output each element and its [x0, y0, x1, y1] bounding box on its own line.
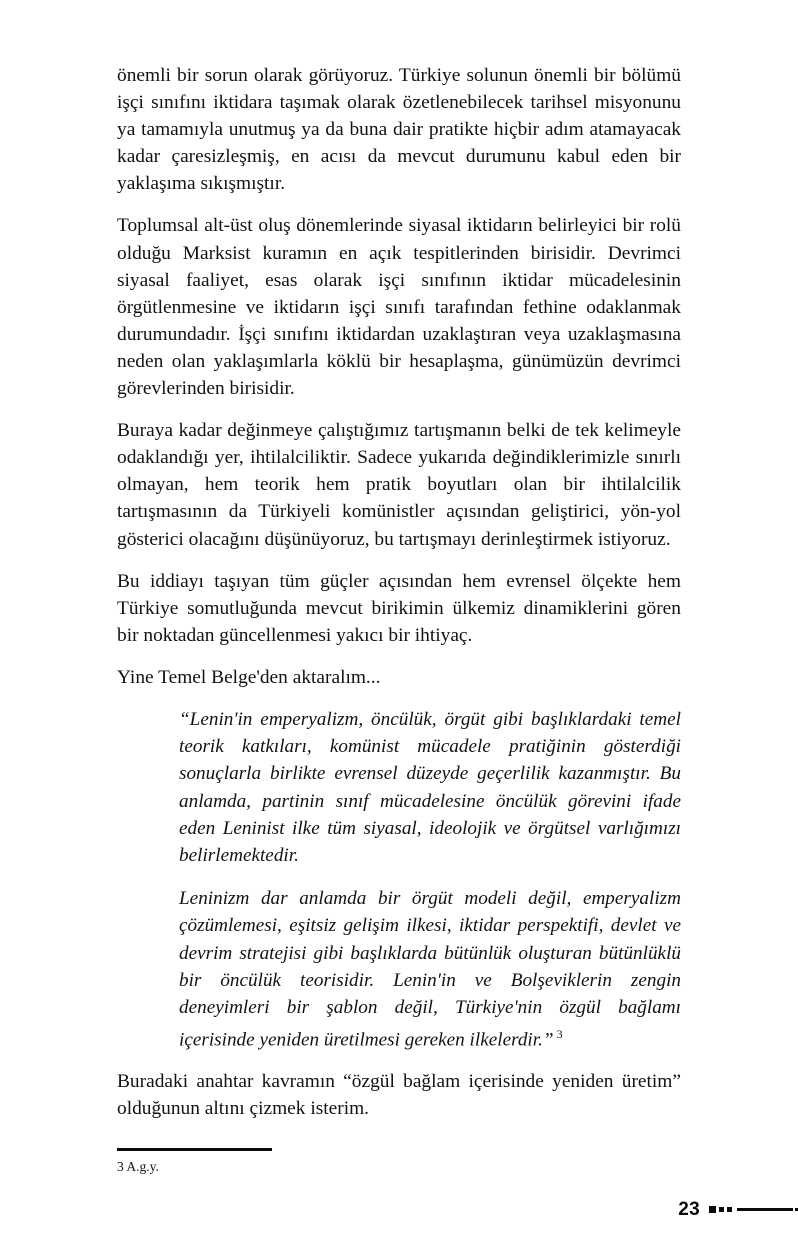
footnote-separator-rule — [117, 1148, 272, 1151]
paragraph-closing: Buradaki anahtar kavramın “özgül bağlam içerisinde yeniden üretim” olduğunun altını çizmek isterim. — [117, 1070, 681, 1119]
page-folio — [678, 1198, 798, 1220]
decoration-square-large — [709, 1206, 716, 1213]
footnote-area — [117, 1148, 681, 1176]
paragraph-5-quote-intro: Yine Temel Belge'den aktaralım... — [117, 666, 381, 688]
footnote-entry: 3 A.g.y. — [117, 1158, 159, 1174]
paragraph-4: Bu iddiayı taşıyan tüm güçler açısından hem evrensel ölçekte hem Türkiye somutluğunda mevcut birikimin ülkemiz dinamiklerini gören bir noktadan güncellenmesi yakıcı bir ihtiyaç. — [117, 570, 681, 646]
decoration-square-small-1 — [719, 1207, 724, 1212]
blockquote — [117, 706, 681, 1054]
blockquote-paragraph-2 — [179, 885, 681, 1054]
decoration-square-small-2 — [727, 1207, 732, 1212]
decoration-rule — [737, 1208, 793, 1211]
page-body-column — [117, 62, 681, 1122]
footnote-reference-marker[interactable]: 3 — [556, 1027, 563, 1042]
blockquote-paragraph-2-text: Leninizm dar anlamda bir örgüt modeli değil, emperyalizm çözümlemesi, eşitsiz gelişim ilkesi, iktidar perspektifi, devlet ve devrim stratejisi gibi başlıklarda bütünlük oluşturan bütünlüklü bir öncülük teorisidir. Lenin'in ve Bolşeviklerin zengin deneyimleri bir şablon değil, Türkiye'nin özgül bağlamı içerisinde yeniden üretilmesi gereken ilkelerdir.” — [179, 888, 681, 1051]
paragraph-2: Toplumsal alt-üst oluş dönemlerinde siyasal iktidarın belirleyici bir rolü olduğu Marksist kuramın en açık tespitlerinden birisidir. Devrimci siyasal faaliyet, esas olarak işçi sınıfının iktidar mücadelesinin örgütlenmesine ve iktidarın işçi sınıfı tarafından fethine odaklanmak durumundadır. İşçi sınıfını iktidardan uzaklaştıran veya uzaklaşmasına neden olan yaklaşımlarla köklü bir hesaplaşma, günümüzün devrimci görevlerinden birisidir. — [117, 215, 681, 400]
paragraph-3: Buraya kadar değinmeye çalıştığımız tartışmanın belki de tek kelimeyle odaklandığı yer, ihtilalciliktir. Sadece yukarıda değindiklerimizle sınırlı olmayan, hem teorik hem pratik boyutları olan bir ihtilalcilik tartışmasının da Türkiyeli komünistler açısından geliştirici, yön-yol gösterici olacağını düşünüyoruz, bu tartışmayı derinleştirmek istiyoruz. — [117, 420, 681, 550]
folio-decoration — [709, 1206, 798, 1213]
page-number: 23 — [678, 1198, 700, 1220]
blockquote-paragraph-1: “Lenin'in emperyalizm, öncülük, örgüt gibi başlıklardaki temel teorik katkıları, komünist mücadele pratiğinin gösterdiği sonuçlarla birlikte evrensel düzeyde geçerlilik kazanmıştır. Bu anlamda, partinin sınıf mücadelesine öncülük görevini ifade eden Leninist ilke tüm siyasal, ideolojik ve örgütsel varlığımızı belirlemektedir. — [179, 708, 681, 866]
paragraph-1: önemli bir sorun olarak görüyoruz. Türkiye solunun önemli bir bölümü işçi sınıfını iktidara taşımak olarak özetlenebilecek tarihsel misyonunu ya tamamıyla unutmuş ya da buna dair pratikte hiçbir adım atamayacak kadar çaresizleşmiş, en acısı da mevcut durumunu kabul eden bir yaklaşıma sıkışmıştır. — [117, 65, 681, 195]
